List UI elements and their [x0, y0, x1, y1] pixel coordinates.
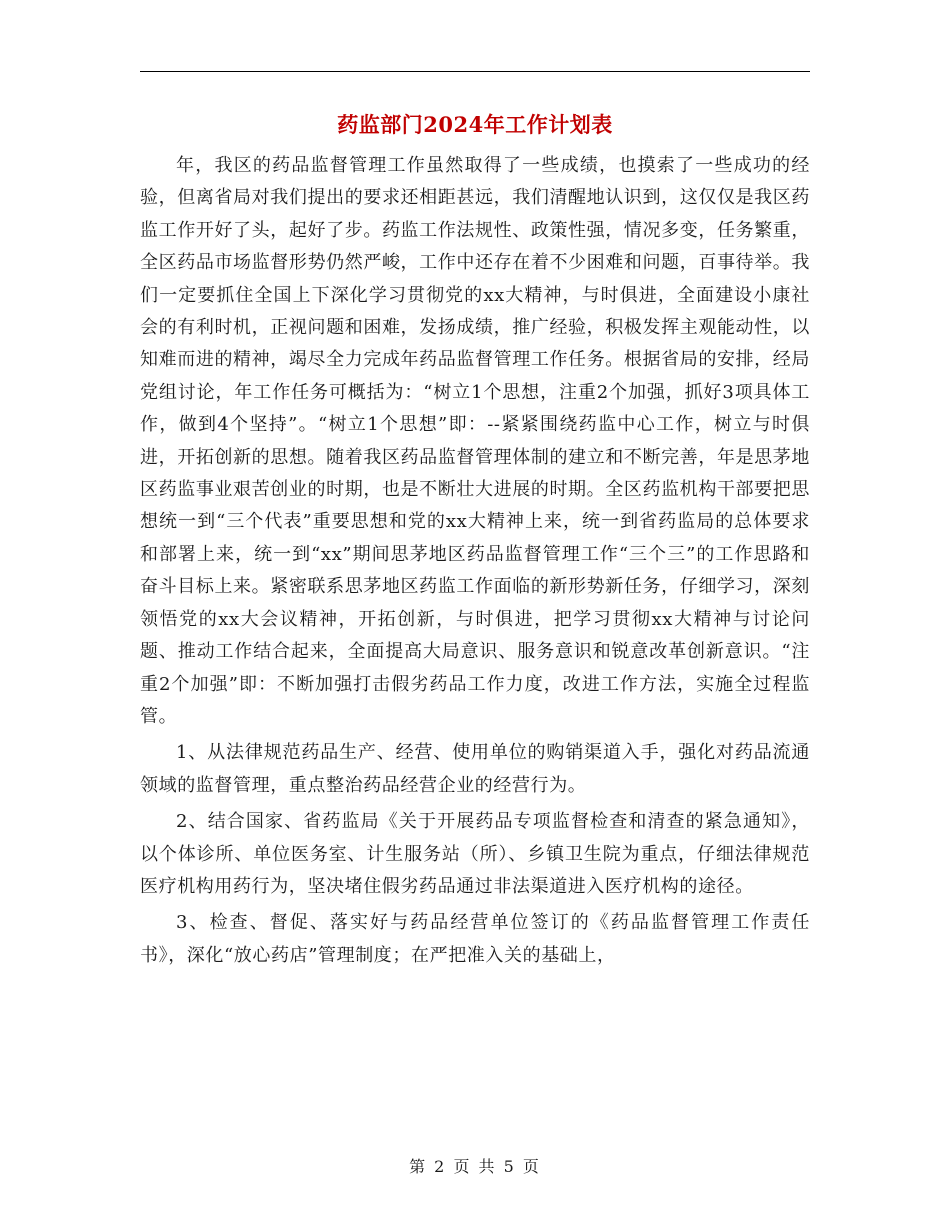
paragraph-intro: 年，我区的药品监督管理工作虽然取得了一些成绩，也摸索了一些成功的经验，但离省局对我们提出的要求还相距甚远，我们清醒地认识到，这仅仅是我区药监工作开好了头，起好了步。药监工作法规性、政策性强，情况多变，任务繁重，全区药品市场监督形势仍然严峻，工作中还存在着不少困难和问题，百事待举。我们一定要抓住全国上下深化学习贯彻党的xx大精神，与时俱进，全面建设小康社会的有利时机，正视问题和困难，发扬成绩，推广经验，积极发挥主观能动性，以知难而进的精神，竭尽全力完成年药品监督管理工作任务。根据省局的安排，经局党组讨论，年工作任务可概括为：“树立1个思想，注重2个加强，抓好3项具体工作，做到4个坚持”。“树立1个思想”即：--紧紧围绕药监中心工作，树立与时俱进，开拓创新的思想。随着我区药品监督管理体制的建立和不断完善，年是思茅地区药监事业艰苦创业的时期，也是不断壮大进展的时期。全区药监机构干部要把思想统一到“三个代表”重要思想和党的xx大精神上来，统一到省药监局的总体要求和部署上来，统一到“xx”期间思茅地区药品监督管理工作“三个三”的工作思路和奋斗目标上来。紧密联系思茅地区药监工作面临的新形势新任务，仔细学习，深刻领悟党的xx大会议精神，开拓创新，与时俱进，把学习贯彻xx大精神与讨论问题、推动工作结合起来，全面提高大局意识、服务意识和锐意改革创新意识。“注重2个加强”即：不断加强打击假劣药品工作力度，改进工作方法，实施全过程监管。: [140, 155, 810, 727]
header-rule: [140, 71, 810, 72]
paragraph-item-2: 2、结合国家、省药监局《关于开展药品专项监督检查和清查的紧急通知》，以个体诊所、单位医务室、计生服务站（所）、乡镇卫生院为重点，仔细法律规范医疗机构用药行为，坚决堵住假劣药品通过非法渠道进入医疗机构的途径。: [140, 811, 810, 897]
document-title: 药监部门2024年工作计划表: [337, 112, 613, 137]
paragraph-item-3: 3、检查、督促、落实好与药品经营单位签订的《药品监督管理工作责任书》，深化“放心药店”管理制度；在严把准入关的基础上，: [140, 912, 810, 966]
paragraph-item-1: 1、从法律规范药品生产、经营、使用单位的购销渠道入手，强化对药品流通领域的监督管理，重点整治药品经营企业的经营行为。: [140, 742, 810, 796]
document-body: [140, 150, 810, 972]
page-number-footer: 第 2 页 共 5 页: [409, 1157, 541, 1176]
